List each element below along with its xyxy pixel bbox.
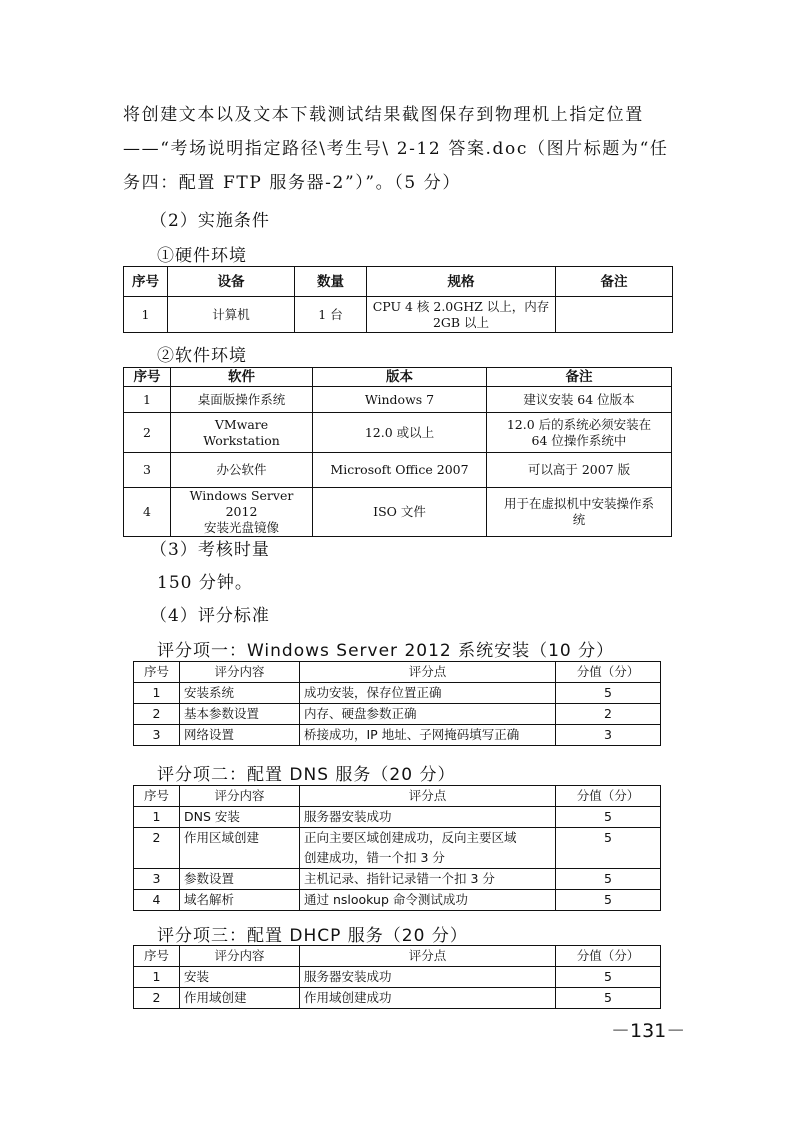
cell-device: 计算机 (168, 297, 295, 333)
cell-version: Microsoft Office 2007 (313, 453, 487, 488)
software-line: VMware Workstation (203, 416, 280, 448)
cell-content: 作用区域创建 (180, 828, 300, 869)
table-header: 评分点 (300, 786, 556, 807)
software-line: 办公软件 (216, 462, 267, 477)
software-heading: ②软件环境 (157, 346, 247, 366)
table-header: 备注 (487, 368, 672, 387)
table-row (134, 807, 661, 828)
cell-point: 桥接成功，IP 地址、子网掩码填写正确 (300, 725, 556, 746)
software-table (123, 367, 672, 537)
cell-no: 2 (134, 828, 180, 869)
table-header: 设备 (168, 267, 295, 297)
cell-no: 3 (124, 453, 171, 488)
note-line: 用于在虚拟机中安装操作系 (503, 496, 654, 511)
point-line: 正向主要区域创建成功，反向主要区域 (304, 830, 517, 845)
table-row (134, 828, 661, 869)
table-header: 规格 (367, 267, 556, 297)
cell-no: 1 (124, 387, 171, 413)
spec-line: CPU 4 核 2.0GHZ 以上，内存 (372, 298, 550, 314)
table-row (134, 704, 661, 725)
cell-content: 参数设置 (180, 869, 300, 890)
table-row (134, 967, 661, 988)
cell-no: 2 (124, 413, 171, 453)
note-line: 12.0 后的系统必须安装在 (506, 416, 652, 432)
cell-note (487, 488, 672, 537)
note-line: 建议安装 64 位版本 (523, 391, 635, 407)
cell-point: 通过 nslookup 命令测试成功 (300, 890, 556, 911)
score-item-1-title: 评分项一：Windows Server 2012 系统安装（10 分） (157, 641, 615, 661)
cell-note (487, 387, 672, 413)
cell-content: 安装 (180, 967, 300, 988)
cell-score: 3 (556, 725, 661, 746)
cell-note (487, 453, 672, 488)
cell-version: ISO 文件 (313, 488, 487, 537)
table-header: 评分内容 (180, 946, 300, 967)
cell-version: Windows 7 (313, 387, 487, 413)
cell-content: DNS 安装 (180, 807, 300, 828)
section-3-heading: （3）考核时量 (150, 540, 270, 560)
software-line: 安装光盘镜像 (203, 520, 279, 535)
table-row (124, 413, 672, 453)
cell-no: 2 (134, 988, 180, 1009)
table-row (124, 488, 672, 537)
cell-spec (367, 297, 556, 333)
note-line: 统 (572, 512, 586, 527)
section-2-heading: （2）实施条件 (150, 211, 270, 231)
hardware-heading: ①硬件环境 (157, 246, 247, 266)
table-header: 数量 (295, 267, 367, 297)
table-header: 版本 (313, 368, 487, 387)
cell-no: 2 (134, 704, 180, 725)
cell-point: 作用域创建成功 (300, 988, 556, 1009)
duration-text: 150 分钟。 (157, 573, 253, 593)
cell-point (300, 828, 556, 869)
table-header: 序号 (134, 946, 180, 967)
cell-content: 域名解析 (180, 890, 300, 911)
intro-paragraph (123, 98, 683, 200)
score-table-2 (133, 785, 661, 911)
table-header: 序号 (134, 786, 180, 807)
cell-note (556, 297, 673, 333)
cell-no: 3 (134, 869, 180, 890)
table-header: 备注 (556, 267, 673, 297)
table-header: 分值（分） (556, 662, 661, 683)
table-header: 评分内容 (180, 662, 300, 683)
table-row (134, 890, 661, 911)
table-row (134, 683, 661, 704)
table-header: 评分点 (300, 662, 556, 683)
table-row (124, 297, 673, 333)
table-header: 序号 (134, 662, 180, 683)
score-table-1 (133, 661, 661, 746)
cell-software (171, 387, 313, 413)
point-line: 创建成功，错一个扣 3 分 (304, 850, 445, 865)
cell-no: 1 (134, 807, 180, 828)
cell-point: 主机记录、指针记录错一个扣 3 分 (300, 869, 556, 890)
cell-score: 5 (556, 828, 661, 869)
cell-version: 12.0 或以上 (313, 413, 487, 453)
cell-content: 网络设置 (180, 725, 300, 746)
table-header: 分值（分） (556, 786, 661, 807)
table-header: 评分点 (300, 946, 556, 967)
cell-point: 内存、硬盘参数正确 (300, 704, 556, 725)
table-header: 序号 (124, 368, 171, 387)
cell-content: 作用域创建 (180, 988, 300, 1009)
score-item-2-title: 评分项二：配置 DNS 服务（20 分） (157, 765, 456, 785)
intro-line-3: 务四：配置 FTP 服务器-2”）”。（5 分） (123, 173, 461, 193)
cell-score: 5 (556, 807, 661, 828)
cell-point: 成功安装，保存位置正确 (300, 683, 556, 704)
cell-point: 服务器安装成功 (300, 967, 556, 988)
table-row (134, 869, 661, 890)
cell-no: 4 (124, 488, 171, 537)
cell-score: 5 (556, 890, 661, 911)
cell-no: 1 (134, 683, 180, 704)
cell-score: 5 (556, 988, 661, 1009)
spec-line: 2GB 以上 (432, 314, 490, 330)
cell-score: 5 (556, 869, 661, 890)
cell-content: 安装系统 (180, 683, 300, 704)
intro-line-2: ——“考场说明指定路径\考生号\ 2-12 答案.doc（图片标题为“任 (123, 139, 669, 159)
note-line: 64 位操作系统中 (531, 432, 627, 448)
intro-line-1: 将创建文本以及文本下载测试结果截图保存到物理机上指定位置 (123, 105, 644, 125)
cell-point: 服务器安装成功 (300, 807, 556, 828)
cell-score: 5 (556, 967, 661, 988)
score-item-3-title: 评分项三：配置 DHCP 服务（20 分） (157, 926, 468, 946)
section-4-heading: （4）评分标准 (150, 606, 270, 626)
cell-software (171, 453, 313, 488)
cell-software (171, 413, 313, 453)
table-row (124, 387, 672, 413)
cell-no: 3 (134, 725, 180, 746)
note-line: 可以高于 2007 版 (527, 462, 631, 477)
score-table-3 (133, 945, 661, 1009)
table-header: 软件 (171, 368, 313, 387)
software-line: 桌面版操作系统 (197, 391, 286, 407)
software-line: Windows Server 2012 (189, 488, 294, 519)
cell-score: 5 (556, 683, 661, 704)
cell-no: 1 (134, 967, 180, 988)
cell-no: 4 (134, 890, 180, 911)
table-row (124, 453, 672, 488)
cell-note (487, 413, 672, 453)
page-number: －131－ (611, 1020, 686, 1042)
cell-qty: 1 台 (295, 297, 367, 333)
cell-no: 1 (124, 297, 168, 333)
table-header: 评分内容 (180, 786, 300, 807)
cell-content: 基本参数设置 (180, 704, 300, 725)
table-row (134, 725, 661, 746)
cell-score: 2 (556, 704, 661, 725)
table-row (134, 988, 661, 1009)
table-header: 分值（分） (556, 946, 661, 967)
hardware-table (123, 266, 673, 333)
table-header: 序号 (124, 267, 168, 297)
cell-software (171, 488, 313, 537)
